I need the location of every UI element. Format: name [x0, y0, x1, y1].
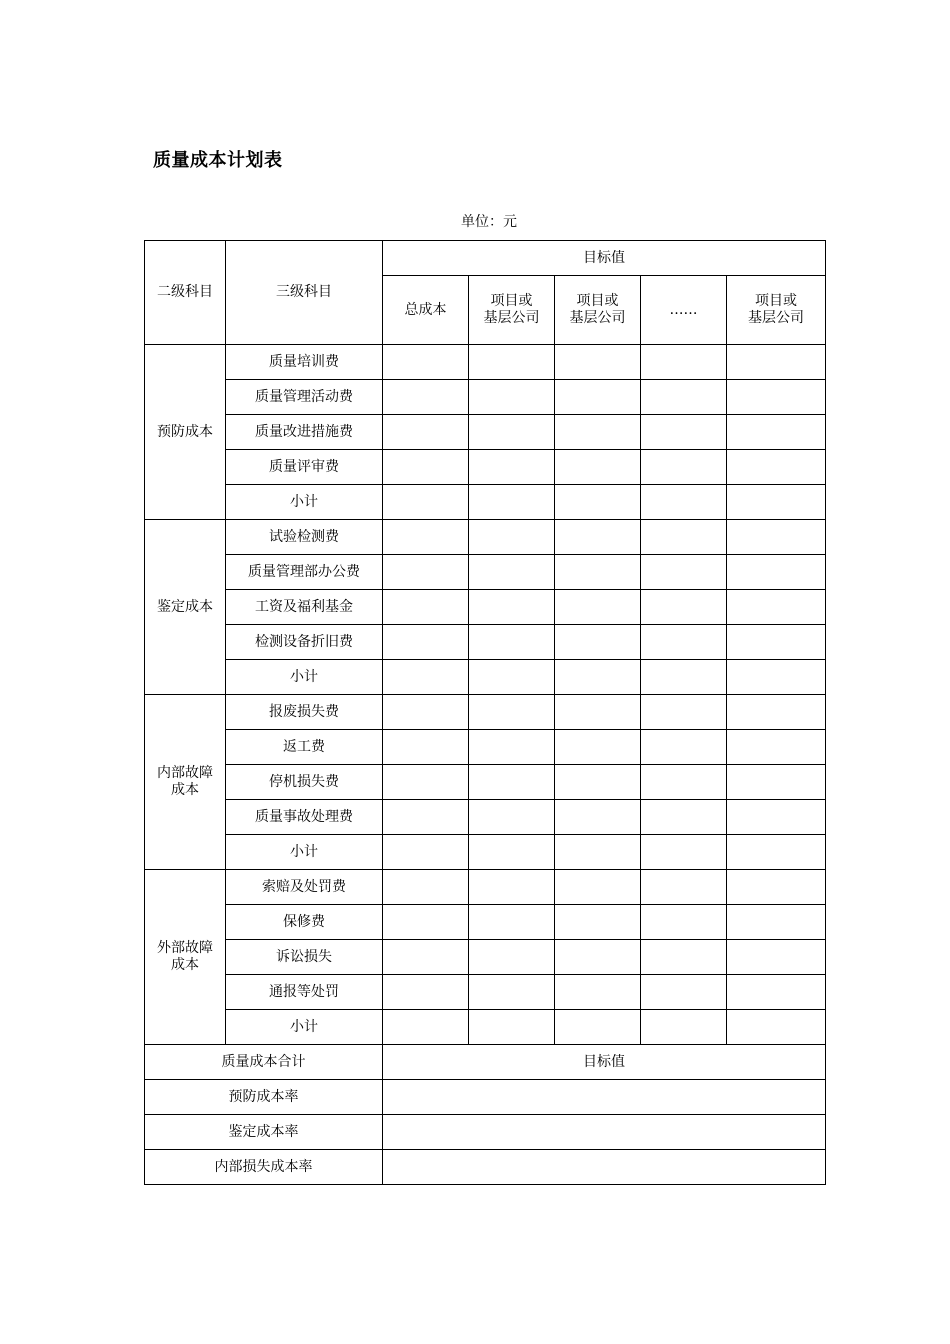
- value-cell[interactable]: [383, 940, 469, 975]
- value-cell[interactable]: [555, 765, 641, 800]
- value-cell[interactable]: [469, 590, 555, 625]
- value-cell[interactable]: [469, 695, 555, 730]
- value-cell[interactable]: [469, 345, 555, 380]
- item-label: 报废损失费: [226, 695, 383, 730]
- value-cell[interactable]: [383, 380, 469, 415]
- value-cell[interactable]: [469, 380, 555, 415]
- summary-row-label: 鉴定成本率: [145, 1115, 383, 1150]
- value-cell[interactable]: [469, 940, 555, 975]
- value-cell[interactable]: [727, 905, 826, 940]
- value-cell[interactable]: [641, 730, 727, 765]
- value-cell[interactable]: [641, 485, 727, 520]
- item-label: 索赔及处罚费: [226, 870, 383, 905]
- value-cell[interactable]: [555, 800, 641, 835]
- item-label: 试验检测费: [226, 520, 383, 555]
- summary-total-label: 质量成本合计: [145, 1045, 383, 1080]
- value-cell[interactable]: [383, 730, 469, 765]
- header-project-3: 项目或 基层公司: [727, 276, 826, 345]
- value-cell[interactable]: [727, 380, 826, 415]
- item-label: 质量管理活动费: [226, 380, 383, 415]
- value-cell[interactable]: [555, 660, 641, 695]
- item-label: 工资及福利基金: [226, 590, 383, 625]
- value-cell[interactable]: [727, 870, 826, 905]
- header-project-1: 项目或 基层公司: [469, 276, 555, 345]
- value-cell[interactable]: [727, 695, 826, 730]
- value-cell[interactable]: [383, 345, 469, 380]
- value-cell[interactable]: [383, 905, 469, 940]
- value-cell[interactable]: [727, 730, 826, 765]
- value-cell[interactable]: [641, 345, 727, 380]
- value-cell[interactable]: [727, 555, 826, 590]
- value-cell[interactable]: [641, 660, 727, 695]
- item-label: 质量评审费: [226, 450, 383, 485]
- value-cell[interactable]: [641, 415, 727, 450]
- value-cell[interactable]: [555, 695, 641, 730]
- header-level3: 三级科目: [226, 241, 383, 345]
- category-internal-failure: 内部故障 成本: [145, 695, 226, 870]
- category-prevention: 预防成本: [145, 345, 226, 520]
- header-total-cost: 总成本: [383, 276, 469, 345]
- value-cell[interactable]: [469, 485, 555, 520]
- item-label: 通报等处罚: [226, 975, 383, 1010]
- value-cell[interactable]: [383, 555, 469, 590]
- value-cell[interactable]: [469, 660, 555, 695]
- category-external-failure: 外部故障 成本: [145, 870, 226, 1045]
- value-cell[interactable]: [727, 660, 826, 695]
- value-cell[interactable]: [555, 940, 641, 975]
- value-cell[interactable]: [641, 835, 727, 870]
- value-cell[interactable]: [469, 625, 555, 660]
- value-cell[interactable]: [555, 1010, 641, 1045]
- value-cell[interactable]: [383, 765, 469, 800]
- value-cell[interactable]: [641, 765, 727, 800]
- value-cell[interactable]: [641, 450, 727, 485]
- value-cell[interactable]: [555, 520, 641, 555]
- item-label: 质量管理部办公费: [226, 555, 383, 590]
- summary-value-cell[interactable]: [383, 1150, 826, 1185]
- value-cell[interactable]: [641, 905, 727, 940]
- value-cell[interactable]: [727, 485, 826, 520]
- value-cell[interactable]: [727, 415, 826, 450]
- summary-total-value: 目标值: [383, 1045, 826, 1080]
- value-cell[interactable]: [469, 835, 555, 870]
- item-label: 质量改进措施费: [226, 415, 383, 450]
- value-cell[interactable]: [555, 730, 641, 765]
- value-cell[interactable]: [641, 975, 727, 1010]
- header-ellipsis: ……: [641, 276, 727, 345]
- value-cell[interactable]: [383, 485, 469, 520]
- value-cell[interactable]: [469, 1010, 555, 1045]
- value-cell[interactable]: [469, 975, 555, 1010]
- value-cell[interactable]: [727, 940, 826, 975]
- item-label: 返工费: [226, 730, 383, 765]
- summary-row-label: 预防成本率: [145, 1080, 383, 1115]
- header-project-2: 项目或 基层公司: [555, 276, 641, 345]
- item-label: 保修费: [226, 905, 383, 940]
- value-cell[interactable]: [727, 450, 826, 485]
- value-cell[interactable]: [555, 905, 641, 940]
- value-cell[interactable]: [727, 345, 826, 380]
- value-cell[interactable]: [555, 870, 641, 905]
- item-label: 检测设备折旧费: [226, 625, 383, 660]
- value-cell[interactable]: [469, 415, 555, 450]
- value-cell[interactable]: [555, 485, 641, 520]
- value-cell[interactable]: [469, 870, 555, 905]
- value-cell[interactable]: [727, 1010, 826, 1045]
- header-target: 目标值: [383, 241, 826, 276]
- value-cell[interactable]: [727, 800, 826, 835]
- item-label: 诉讼损失: [226, 940, 383, 975]
- value-cell[interactable]: [383, 625, 469, 660]
- value-cell[interactable]: [641, 625, 727, 660]
- value-cell[interactable]: [555, 835, 641, 870]
- summary-row-label: 内部损失成本率: [145, 1150, 383, 1185]
- value-cell[interactable]: [641, 520, 727, 555]
- value-cell[interactable]: [727, 765, 826, 800]
- summary-value-cell[interactable]: [383, 1080, 826, 1115]
- value-cell[interactable]: [641, 590, 727, 625]
- summary-value-cell[interactable]: [383, 1115, 826, 1150]
- value-cell[interactable]: [727, 625, 826, 660]
- value-cell[interactable]: [555, 555, 641, 590]
- value-cell[interactable]: [641, 1010, 727, 1045]
- value-cell[interactable]: [383, 520, 469, 555]
- subtotal-label: 小计: [226, 485, 383, 520]
- quality-cost-table: [144, 240, 826, 1185]
- value-cell[interactable]: [469, 520, 555, 555]
- subtotal-label: 小计: [226, 1010, 383, 1045]
- value-cell[interactable]: [383, 660, 469, 695]
- value-cell[interactable]: [555, 380, 641, 415]
- value-cell[interactable]: [555, 345, 641, 380]
- unit-label: 单位：元: [461, 214, 517, 230]
- value-cell[interactable]: [555, 625, 641, 660]
- value-cell[interactable]: [469, 450, 555, 485]
- value-cell[interactable]: [383, 870, 469, 905]
- value-cell[interactable]: [383, 835, 469, 870]
- value-cell[interactable]: [383, 415, 469, 450]
- value-cell[interactable]: [383, 450, 469, 485]
- value-cell[interactable]: [469, 905, 555, 940]
- value-cell[interactable]: [383, 975, 469, 1010]
- value-cell[interactable]: [641, 940, 727, 975]
- value-cell[interactable]: [641, 800, 727, 835]
- value-cell[interactable]: [555, 450, 641, 485]
- value-cell[interactable]: [555, 975, 641, 1010]
- value-cell[interactable]: [469, 730, 555, 765]
- item-label: 质量事故处理费: [226, 800, 383, 835]
- subtotal-label: 小计: [226, 835, 383, 870]
- value-cell[interactable]: [641, 870, 727, 905]
- page-title: 质量成本计划表: [153, 150, 283, 171]
- value-cell[interactable]: [469, 555, 555, 590]
- value-cell[interactable]: [641, 555, 727, 590]
- value-cell[interactable]: [383, 695, 469, 730]
- item-label: 质量培训费: [226, 345, 383, 380]
- value-cell[interactable]: [469, 765, 555, 800]
- value-cell[interactable]: [383, 590, 469, 625]
- category-appraisal: 鉴定成本: [145, 520, 226, 695]
- value-cell[interactable]: [555, 415, 641, 450]
- header-level2: 二级科目: [145, 241, 226, 345]
- value-cell[interactable]: [727, 975, 826, 1010]
- value-cell[interactable]: [641, 695, 727, 730]
- value-cell[interactable]: [383, 800, 469, 835]
- value-cell[interactable]: [641, 380, 727, 415]
- value-cell[interactable]: [727, 590, 826, 625]
- value-cell[interactable]: [469, 800, 555, 835]
- value-cell[interactable]: [727, 520, 826, 555]
- item-label: 停机损失费: [226, 765, 383, 800]
- subtotal-label: 小计: [226, 660, 383, 695]
- value-cell[interactable]: [383, 1010, 469, 1045]
- value-cell[interactable]: [727, 835, 826, 870]
- value-cell[interactable]: [555, 590, 641, 625]
